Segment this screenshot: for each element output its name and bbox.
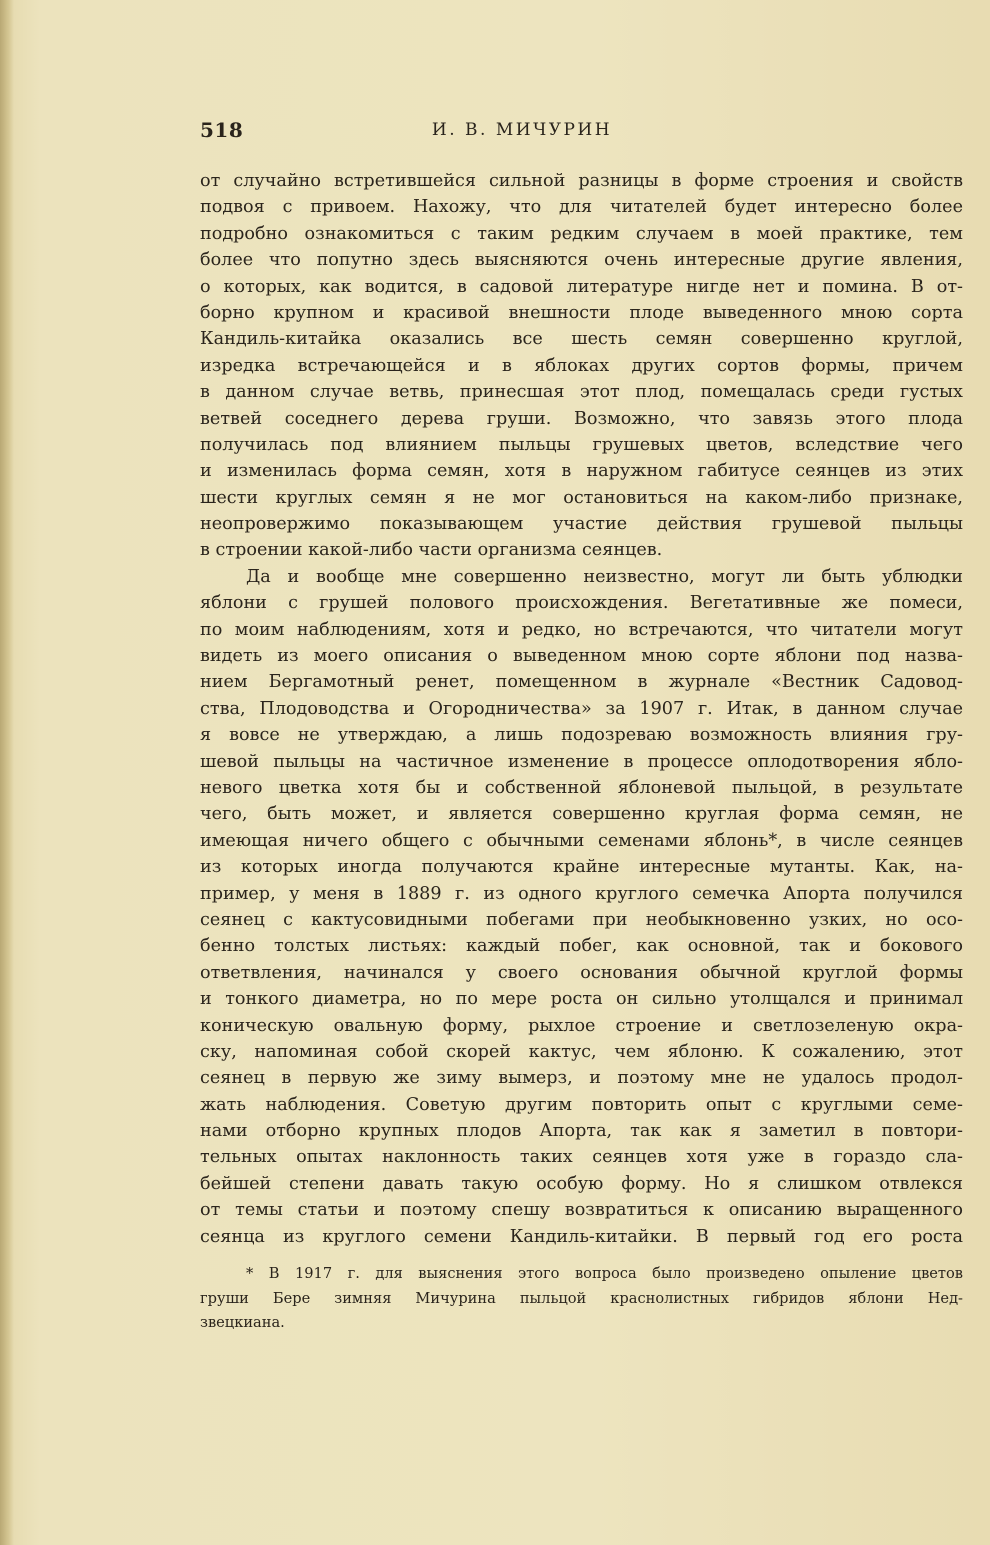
text-line: чего, быть может, и является совершенно круглая форма семян, не (200, 804, 963, 825)
text-line: сеянца из круглого семени Кандиль-китайки. В первый год его роста (200, 1226, 963, 1247)
text-line: тельных опытах наклонность таких сеянцев хотя уже в гораздо сла- (200, 1147, 963, 1168)
text-line: и изменилась форма семян, хотя в наружном габитусе сеянцев из этих (200, 461, 963, 482)
text-line: подвоя с привоем. Нахожу, что для читателей будет интересно более (200, 197, 963, 218)
text-line: Кандиль-китайка оказались все шесть семян совершенно круглой, (200, 329, 963, 350)
text-line: шести круглых семян я не мог остановиться на каком-либо признаке, (200, 487, 963, 508)
text-line: видеть из моего описания о выведенном мною сорте яблони под назва- (200, 646, 963, 667)
text-line: бейшей степени давать такую особую форму. Но я слишком отвлекся (200, 1173, 963, 1194)
text-line: по моим наблюдениям, хотя и редко, но встречаются, что читатели могут (200, 619, 963, 640)
text-line: о которых, как водится, в садовой литературе нигде нет и помина. В от- (200, 276, 963, 297)
page-header (200, 118, 820, 148)
text-line: и тонкого диаметра, но по мере роста он сильно утолщался и принимал (200, 989, 963, 1010)
main-text (200, 168, 963, 1250)
text-line: ответвления, начинался у своего основания обычной круглой формы (200, 962, 963, 983)
text-line: ства, Плодоводства и Огородничества» за 1907 г. Итак, в данном случае (200, 698, 963, 719)
text-line: шевой пыльцы на частичное изменение в процессе оплодотворения ябло- (200, 751, 963, 772)
text-line: невого цветка хотя бы и собственной яблоневой пыльцой, в результате (200, 777, 963, 798)
text-line: коническую овальную форму, рыхлое строение и светлозеленую окра- (200, 1015, 963, 1036)
page-gutter-shadow (0, 0, 14, 1545)
text-line: от случайно встретившейся сильной разницы в форме строения и свойств (200, 171, 963, 191)
running-head-author: И. В. МИЧУРИН (431, 120, 613, 140)
text-line: в данном случае ветвь, принесшая этот плод, помещалась среди густых (200, 382, 963, 403)
text-line: получилась под влиянием пыльцы грушевых цветов, вследствие чего (200, 434, 963, 455)
text-line: нием Бергамотный ренет, помещенном в журнале «Вестник Садовод- (200, 672, 963, 693)
text-line: из которых иногда получаются крайне интересные мутанты. Как, на- (200, 857, 963, 878)
text-line: я вовсе не утверждаю, а лишь подозреваю возможность влияния гру- (200, 725, 963, 746)
text-line: борно крупном и красивой внешности плоде выведенного мною сорта (200, 302, 963, 323)
text-line: более что попутно здесь выясняются очень интересные другие явления, (200, 250, 963, 271)
text-line: жать наблюдения. Советую другим повторить опыт с круглыми семе- (200, 1094, 963, 1115)
text-line: ветвей соседнего дерева груши. Возможно, что завязь этого плода (200, 408, 963, 429)
text-line: от темы статьи и поэтому спешу возвратиться к описанию выращенного (200, 1200, 963, 1221)
text-line: нами отборно крупных плодов Апорта, так как я заметил в повтори- (200, 1121, 963, 1142)
text-line: яблони с грушей полового происхождения. Вегетативные же помеси, (200, 593, 963, 614)
paragraph-start-line: Да и вообще мне совершенно неизвестно, могут ли быть ублюдки (246, 566, 963, 587)
text-line: имеющая ничего общего с обычными семенами яблонь*, в числе сеянцев (200, 830, 963, 851)
text-line: сеянец в первую же зиму вымерз, и поэтому мне не удалось продол- (200, 1068, 963, 1089)
text-line: сеянец с кактусовидными побегами при необыкновенно узких, но осо- (200, 909, 963, 930)
text-line: пример, у меня в 1889 г. из одного круглого семечка Апорта получился (200, 883, 963, 904)
text-line: подробно ознакомиться с таким редким случаем в моей практике, тем (200, 223, 963, 244)
footnote-line: звецкиана. (200, 1314, 285, 1331)
text-line: ску, напоминая собой скорей кактус, чем яблоню. К сожалению, этот (200, 1041, 963, 1062)
footnote-line: * В 1917 г. для выяснения этого вопроса было произведено опыление цветов (246, 1265, 963, 1282)
page-number: 518 (200, 118, 244, 142)
text-line: изредка встречающейся и в яблоках других сортов формы, причем (200, 355, 963, 376)
footnote-line: груши Бере зимняя Мичурина пыльцой краснолистных гибридов яблони Нед- (200, 1289, 963, 1307)
text-line: бенно толстых листьях: каждый побег, как основной, так и бокового (200, 936, 963, 957)
footnote (200, 1262, 963, 1336)
paragraph-end-line: в строении какой-либо части организма сеянцев. (200, 540, 663, 561)
text-line: неопровержимо показывающем участие действия грушевой пыльцы (200, 514, 963, 535)
